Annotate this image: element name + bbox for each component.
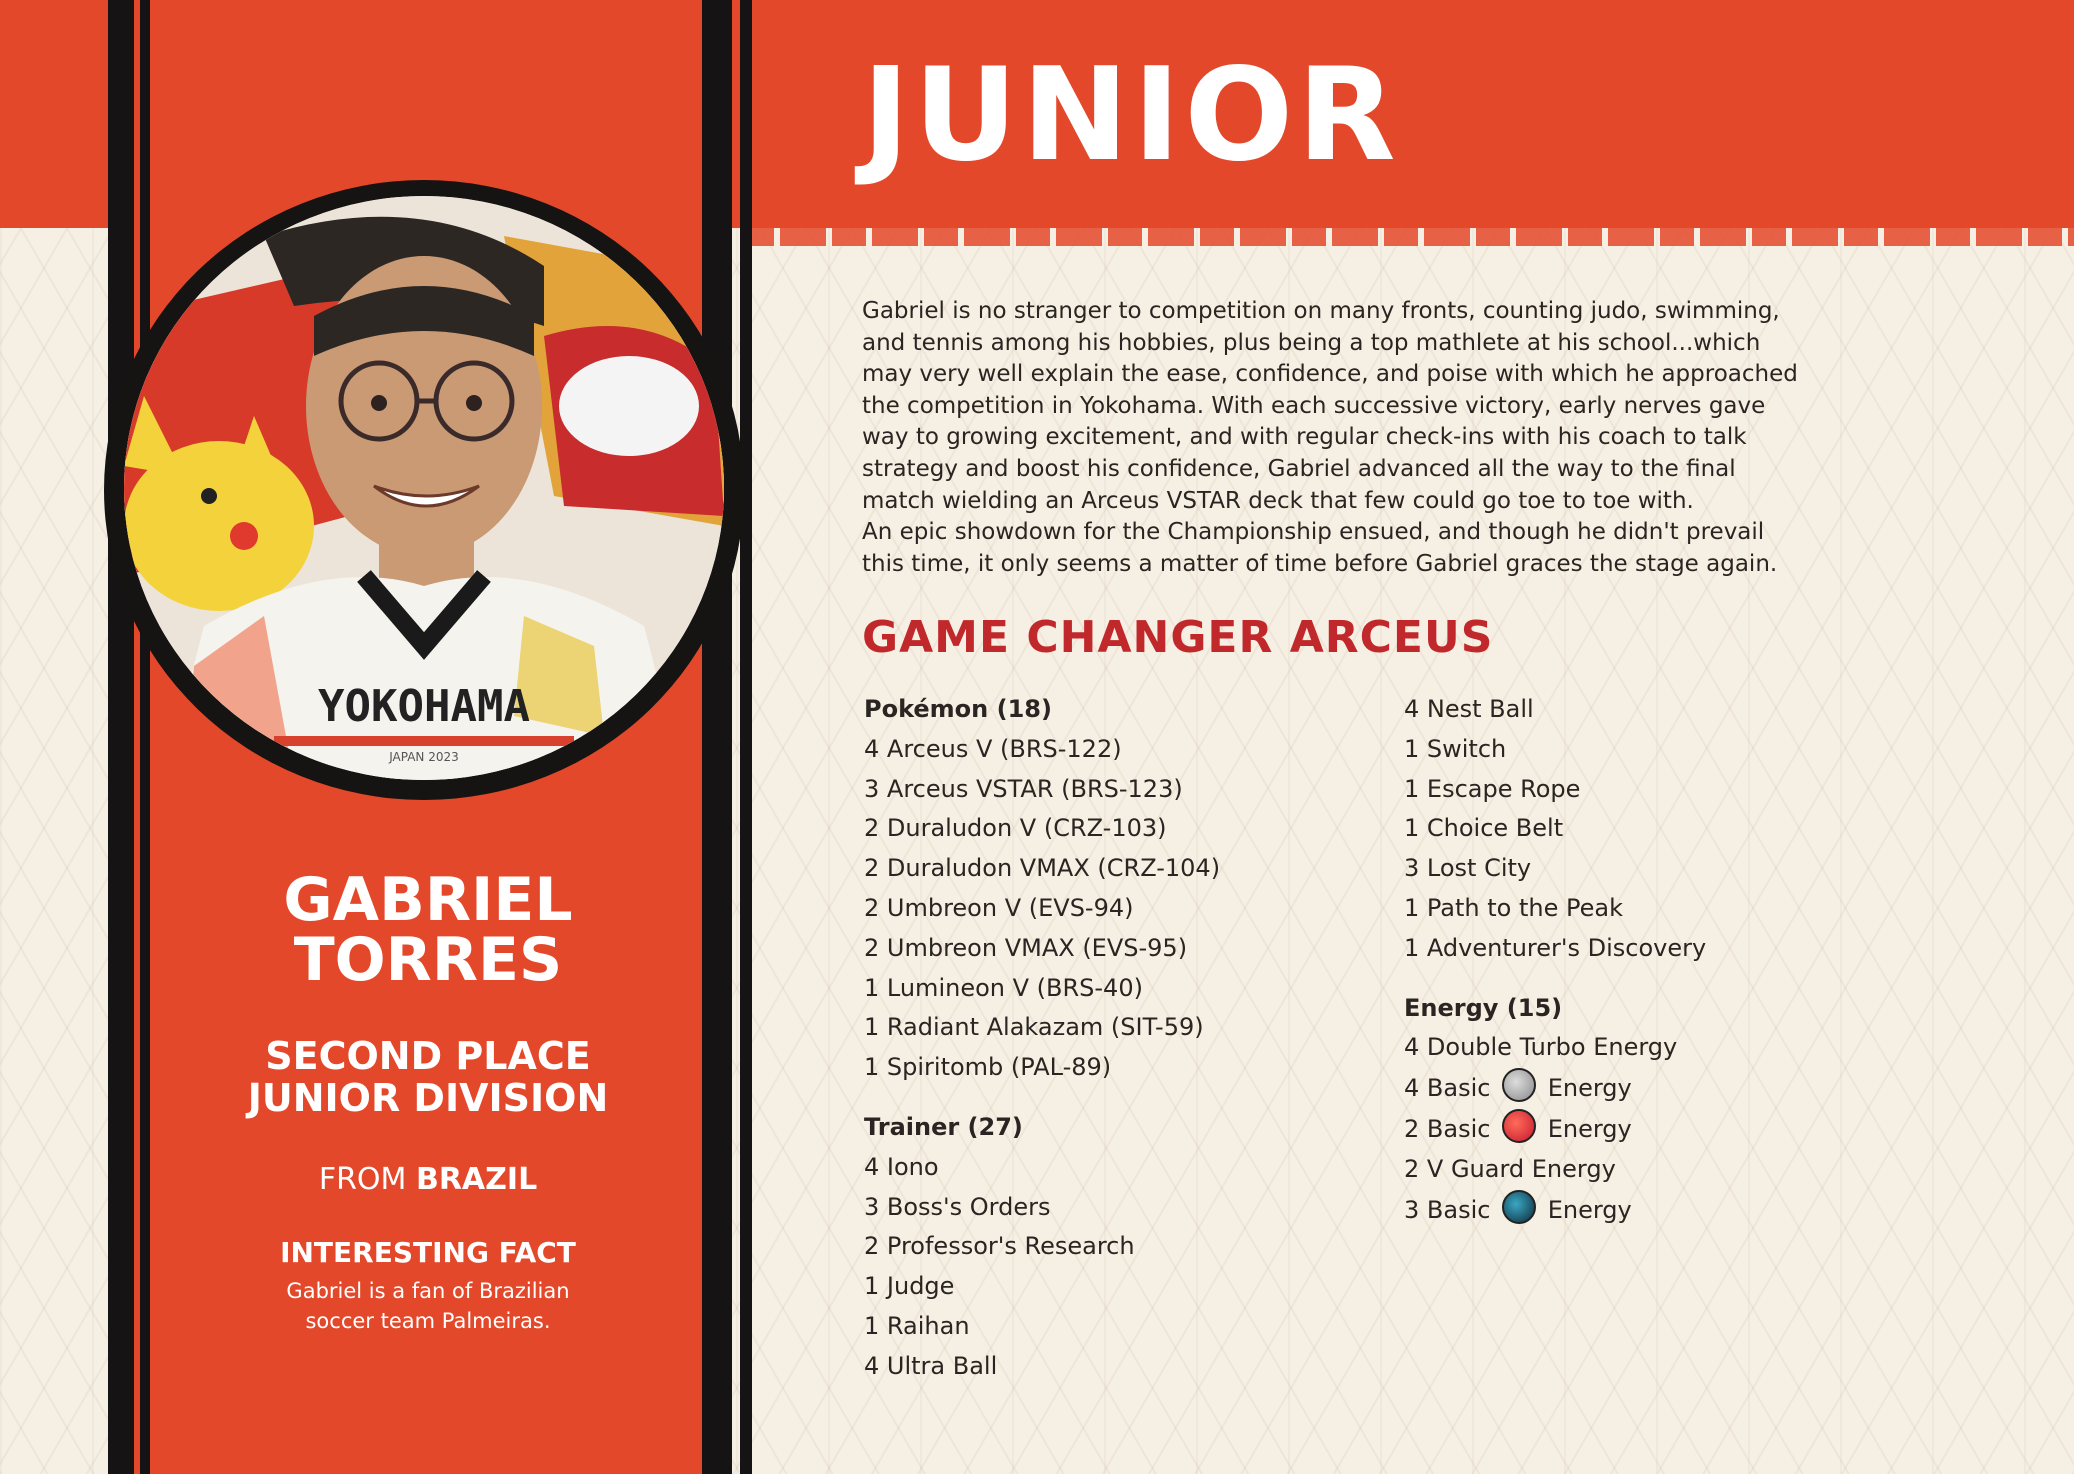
card-count: 2 Basic: [1404, 1114, 1491, 1143]
deck-card: 1 Radiant Alakazam (SIT-59): [864, 1013, 1204, 1042]
player-first-name: GABRIEL: [283, 865, 573, 935]
player-country: [128, 1162, 728, 1197]
deck-card: 1 Switch: [1404, 734, 1507, 763]
deck-card: 4 Double Turbo Energy: [1404, 1033, 1678, 1062]
deck-card: 1 Path to the Peak: [1404, 893, 1623, 922]
deck-card: 2 Duraludon V (CRZ-103): [864, 814, 1167, 843]
deck-card: 3 Boss's Orders: [864, 1192, 1051, 1221]
deck-card: 1 Choice Belt: [1404, 814, 1564, 843]
deck-card: 4 Iono: [864, 1152, 939, 1181]
deck-card: 4 Nest Ball: [1404, 695, 1534, 723]
card-suffix: Energy: [1547, 1195, 1632, 1224]
fact-line: soccer team Palmeiras.: [305, 1309, 551, 1334]
deck-card: 2 V Guard Energy: [1404, 1154, 1616, 1183]
division-title: JUNIOR: [862, 41, 1400, 190]
fact-text: [128, 1276, 728, 1337]
player-name: [128, 865, 728, 995]
bio-line: match wielding an Arceus VSTAR deck that few could go toe to toe with.: [862, 487, 1694, 514]
fact-line: Gabriel is a fan of Brazilian: [286, 1279, 570, 1303]
decklist-column-2: [1404, 690, 1924, 1230]
card-suffix: Energy: [1547, 1074, 1632, 1103]
deck-card: 1 Raihan: [864, 1311, 970, 1340]
from-label: FROM: [318, 1162, 407, 1197]
brush-stroke: [740, 0, 752, 1474]
fire-energy-icon: [1502, 1109, 1536, 1143]
deck-card: 1 Judge: [864, 1272, 955, 1301]
country-name: BRAZIL: [415, 1162, 538, 1197]
deck-card: 1 Escape Rope: [1404, 774, 1581, 803]
bio-line: may very well explain the ease, confidence, and poise with which he approached: [862, 361, 1798, 388]
deck-card: 2 Umbreon VMAX (EVS-95): [864, 933, 1188, 962]
deck-card: 4 Ultra Ball: [864, 1351, 998, 1380]
card-suffix: Energy: [1547, 1114, 1632, 1143]
shirt-subtext: JAPAN 2023: [389, 750, 459, 764]
placement-line-1: SECOND PLACE: [265, 1034, 591, 1078]
trainer-heading: Trainer (27): [864, 1112, 1023, 1141]
deck-card: 2 Professor's Research: [864, 1232, 1135, 1261]
darkness-energy-icon: [1502, 1190, 1536, 1224]
deck-card: 2 Umbreon V (EVS-94): [864, 893, 1134, 922]
bio-line: this time, it only seems a matter of time before Gabriel graces the stage again.: [862, 550, 1778, 577]
pokemon-heading: Pokémon (18): [864, 695, 1052, 723]
bio-line: and tennis among his hobbies, plus being a top mathlete at his school...which: [862, 329, 1761, 356]
bio-line: An epic showdown for the Championship ensued, and though he didn't prevail: [862, 519, 1765, 546]
deck-card: [1404, 1190, 1924, 1231]
deck-card: 1 Spiritomb (PAL-89): [864, 1053, 1112, 1082]
deck-card: 3 Lost City: [1404, 854, 1532, 883]
deck-card: 1 Adventurer's Discovery: [1404, 933, 1707, 962]
deck-card: [1404, 1109, 1924, 1150]
bio-line: the competition in Yokohama. With each successive victory, early nerves gave: [862, 392, 1766, 419]
deck-card: 1 Lumineon V (BRS-40): [864, 973, 1143, 1002]
metal-energy-icon: [1502, 1068, 1536, 1102]
deck-card: 3 Arceus VSTAR (BRS-123): [864, 774, 1183, 803]
player-last-name: TORRES: [293, 925, 563, 995]
player-bio: [862, 296, 1882, 580]
bio-line: way to growing excitement, and with regular check-ins with his coach to talk: [862, 424, 1747, 451]
deck-card: 2 Duraludon VMAX (CRZ-104): [864, 854, 1221, 883]
player-photo: [124, 196, 724, 780]
bio-line: strategy and boost his confidence, Gabriel advanced all the way to the final: [862, 455, 1736, 482]
energy-heading: Energy (15): [1404, 993, 1563, 1022]
deck-card: [1404, 1068, 1924, 1109]
placement: [128, 1036, 728, 1120]
decklist-column-1: [864, 690, 1384, 1387]
placement-line-2: JUNIOR DIVISION: [247, 1075, 609, 1120]
shirt-logo: YOKOHAMA: [318, 681, 530, 732]
bio-line: Gabriel is no stranger to competition on many fronts, counting judo, swimming,: [862, 298, 1780, 324]
fact-heading: INTERESTING FACT: [280, 1236, 576, 1269]
deck-card: 4 Arceus V (BRS-122): [864, 734, 1122, 763]
deck-title: GAME CHANGER ARCEUS: [862, 612, 1494, 663]
card-count: 4 Basic: [1404, 1074, 1491, 1103]
card-count: 3 Basic: [1404, 1195, 1491, 1224]
